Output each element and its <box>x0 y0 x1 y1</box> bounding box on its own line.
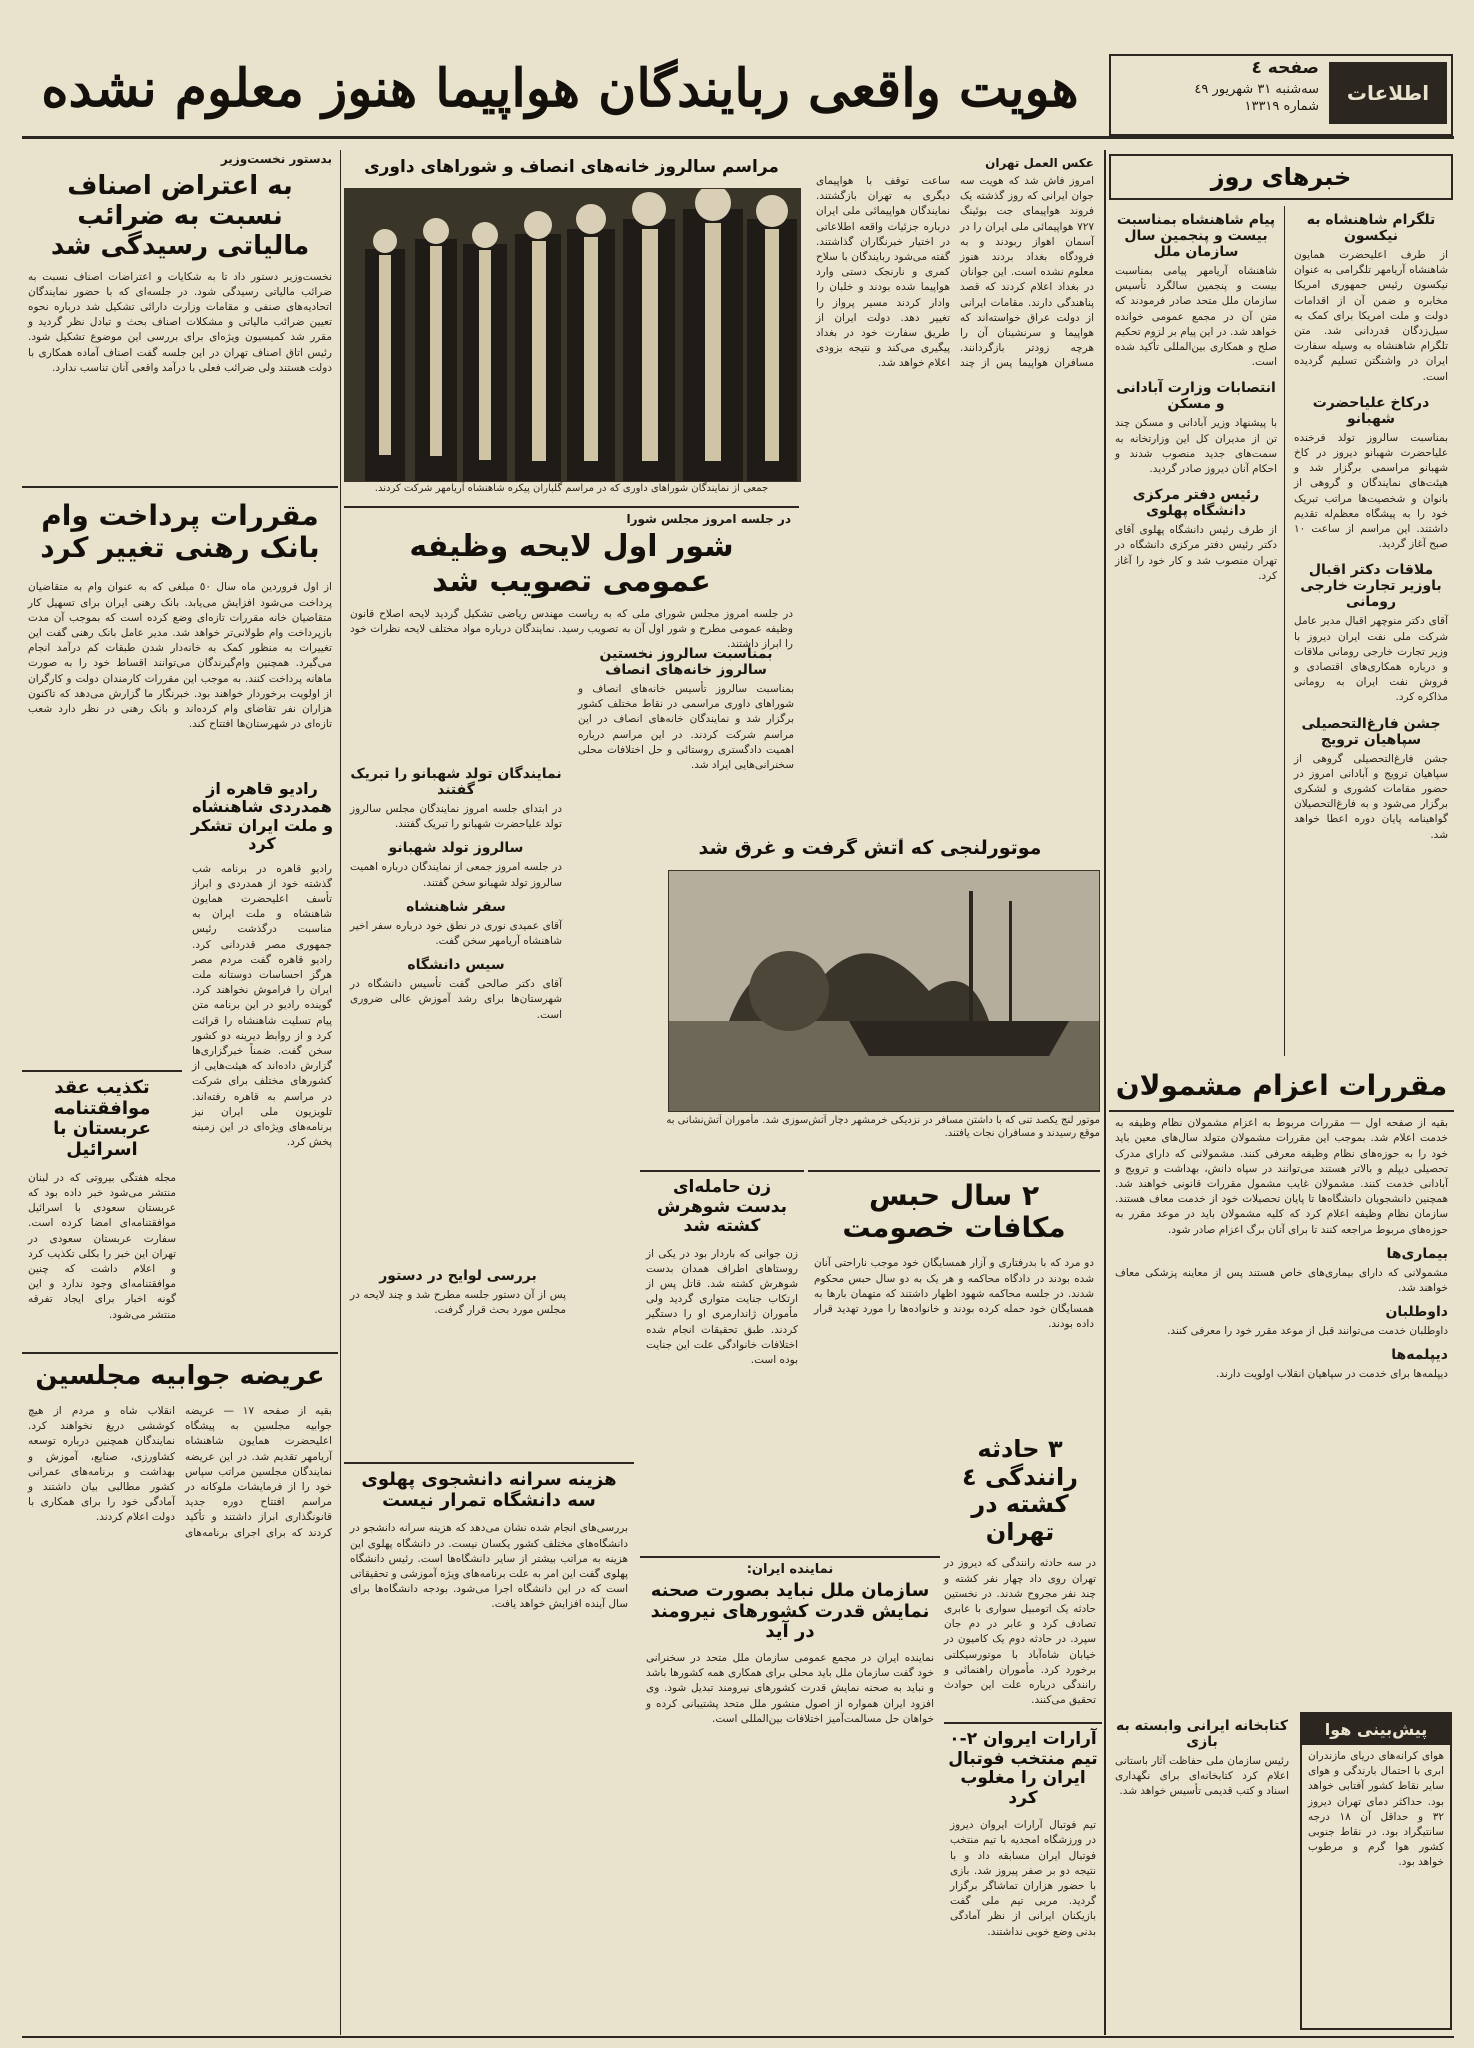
conscripts-sub3-text: دیپلمه‌ها برای خدمت در سپاهیان انقلاب اولویت دارند. <box>1216 1368 1448 1381</box>
hijack-text: امروز فاش شد که هویت سه جوان ایرانی که روز گذشته یک فروند هواپیمای جت بوئینگ ٧٢٧ هواپیمائی ملی ایران را در آسمان اهواز ربودند و به فرودگاه بغداد بردند هنوز معلوم نشده است. این جوانان در بغداد اعلام کردند که قصد پناهندگی دارند. مقامات ایرانی از دولت عراق خواسته‌اند که هواپیما و سرنشینان آن را هرچه زودتر بازگردانند. مسافران هواپیما پس از چند ساعت توقف با هواپیمای دیگری به تهران بازگشتند. نمایندگان هواپیمائی ملی ایران درباره جزئیات واقعه اطلاعاتی در اختیار خبرنگاران گذاشتند. گفته می‌شود ربایندگان با سلاح کمری و نارنجک دستی وارد هواپیما شده بودند و خلبان را وادار کردند مسیر پرواز را تغییر دهد. دولت ایران از طریق سفارت خود در بغداد پیگیری می‌کند و نتیجه بزودی اعلام خواهد شد. <box>816 175 1094 370</box>
radio-title: رادیو قاهره از همدردی شاهنشاه و ملت ایران تشکر کرد <box>190 779 334 854</box>
item3-title: ملاقات دکتر اقبال باوزیر تجارت خارجی رومانی <box>1300 562 1442 611</box>
sub3-text: از طرف رئیس دانشگاه پهلوی آقای دکتر رئیس دفتر مرکزی دانشگاه در تهران منصوب شد و کار خود را آغاز کرد. <box>1115 524 1277 582</box>
loan-text: از اول فروردین ماه سال ٥٠ مبلغی که به عنوان وام به متقاضیان پرداخت می‌شود افزایش می‌یابد. بانک رهنی ایران برای تسهیل کار متقاضیان خانه مقررات تازه‌ای وضع کرده است که بموجب آن مدت بازپرداخت وام طولانی‌تر خواهد شد. مدیر عامل بانک رهنی گفت این تغییرات به منظور کمک به خانه‌دار شدن طبقات کم درآمد انجام می‌گیرد. همچنین وام‌گیرندگان می‌توانند اقساط خود را به صورت ماهانه پرداخت کنند. به موجب این مقررات کارمندان دولت و کارگران از اولویت برخوردار خواهند بود. خبرنگار ما گزارش می‌دهد که تاکنون هزاران نفر تقاضای وام کرده‌اند و بانک رهنی در نظر دارد شعب تازه‌ای در شهرستان‌ها افتتاح کند. <box>28 581 332 731</box>
football-title: آرارات ایروان ٢-٠ تیم منتخب فوتبال ایران را مغلوب کرد <box>948 1729 1098 1808</box>
issue-number: شماره ١٣٣١٩ <box>1244 99 1319 114</box>
guild-title: به اعتراض اصناف نسبت به ضرائب مالیاتی رسیدگی شد <box>50 171 310 261</box>
item1-text: از طرف اعلیحضرت همایون شاهنشاه آریامهر تلگرامی به عنوان نیکسون رئیس جمهوری امریکا مخابره و ضمن آن از اقدامات دولت و ملت امریکا برای کمک به سیل‌زدگان قدردانی شد. متن تلگرام شاهنشاه به وسیله سفارت ایران در واشنگتن تسلیم گردیده است. <box>1294 249 1448 383</box>
un-article <box>640 1556 940 2032</box>
un-kicker: نماینده ایران: <box>746 1562 834 1577</box>
weather-text: هوای کرانه‌های دریای مازندران ابری با احتمال بارندگی و هوای سایر نقاط کشور آفتابی خواهد بود. حداکثر دمای تهران دیروز ٣٢ و حداقل آن ١٨ درجه سانتیگراد بود. در نقاط جنوبی کشور هوا گرم و مرطوب خواهد بود. <box>1308 1750 1444 1869</box>
senate-item2-title: سالروز تولد شهبانو <box>388 840 524 857</box>
hijack-subtitle: عکس العمل تهران <box>985 156 1094 170</box>
item4-text: جشن فارغ‌التحصیلی گروهی از سپاهیان ترویج و آبادانی امروز در حضور مقامات کشوری و لشکری برگزار می‌شود و به فارغ‌التحصیلان گواهینامه پایان دوره اعطا خواهد شد. <box>1294 752 1448 841</box>
accident-text: در سه حادثه رانندگی که دیروز در تهران روی داد چهار نفر کشته و چند نفر مجروح شدند. در نخستین حادثه یک اتومبیل سواری با عابری تصادف کرد و عابر در دم جان سپرد. در حادثه دوم یک کامیون در خیابان شاه‌آباد با موتورسیکلتی برخورد کرد. مأموران راهنمائی و رانندگی درباره علت این حوادث تحقیق می‌کنند. <box>944 1557 1096 1707</box>
israel-text: مجله هفتگی بیروتی که در لبنان منتشر می‌شود خبر داده بود که عربستان سعودی با اسرائیل موافقتنامه‌ای امضا کرده است. سفارت عربستان سعودی در تهران این خبر را بکلی تکذیب کرد و اعلام داشت که چنین موافقتنامه‌ای وجود ندارد و این گونه اخبار برای ایجاد تفرقه منتشر می‌شود. <box>28 1171 176 1321</box>
logo-text: اطلاعات <box>1346 81 1430 105</box>
senate-item5-text: آقای دکتر صالحی گفت تأسیس دانشگاه در شهرستان‌ها برای رشد آموزش عالی ضروری است. <box>350 978 562 1021</box>
senate-item5-title: سیس دانشگاه <box>407 957 505 974</box>
woman-article <box>640 1170 804 1550</box>
senate-item1-title: نمایندگان تولد شهبانو را تبریک گفتند <box>350 766 562 798</box>
sub3-title: رئیس دفتر مرکزی دانشگاه پهلوی <box>1132 487 1260 520</box>
photo1-caption: جمعی از نمایندگان شوراهای داوری که در مراسم گلباران پیکره شاهنشاه آریامهر شرکت کردند. <box>374 483 769 494</box>
conscripts-article <box>1109 1062 1454 1702</box>
judges-photo <box>344 188 801 482</box>
football-article <box>944 1722 1102 2032</box>
right-news-col-a <box>1288 206 1454 1056</box>
conscripts-sub1-text: مشمولانی که دارای بیماری‌های خاص هستند پس از معاینه پزشکی معاف خواهند شد. <box>1115 1266 1448 1295</box>
col-divider <box>1284 206 1285 1056</box>
sub-text: شاهنشاه آریامهر پیامی بمناسبت بیست و پنجمین سالگرد تأسیس سازمان ملل متحد صادر فرمودند که متن آن در مجمع عمومی خوانده خواهد شد. در این پیام بر لزوم تحکیم صلح و همکاری بین‌المللی تأکید شده است. <box>1115 265 1277 369</box>
parliament-text: بقیه از صفحه ١٧ — عریضه جوابیه مجلسین به پیشگاه اعلیحضرت همایون شاهنشاه آریامهر تقدیم شد. در این عریضه نمایندگان مجلسین مراتب سپاس خود را از فرمایشات ملوکانه در مراسم افتتاح دوره جدید قانونگذاری ابراز داشتند و تأکید کردند که برای اجرای برنامه‌های انقلاب شاه و مردم از هیچ کوششی دریغ نخواهند کرد. نمایندگان همچنین درباره توسعه کشاورزی، صنایع، آموزش و بهداشت و برنامه‌های عمرانی کشور مطالبی بیان داشتند و آمادگی خود را برای همکاری با دولت اعلام کردند. <box>28 1404 332 1539</box>
senate-text: در جلسه امروز مجلس شورای ملی که به ریاست مهندس ریاضی تشکیل گردید لایحه اصلاح قانون وظیفه عمومی مطرح و شور اول آن به تصویب رسید. نمایندگان درباره مواد مختلف لایحه نظرات خود را ابراز داشتند. <box>350 608 793 651</box>
item1-title: تلگرام شاهنشاه به نیکسون <box>1306 212 1436 244</box>
conscripts-sub2-text: داوطلبان خدمت می‌توانند قبل از موعد مقرر خود را معرفی کنند. <box>1167 1325 1448 1338</box>
senate-item1-text: در ابتدای جلسه امروز نمایندگان مجلس سالروز تولد علیاحضرت شهبانو را تبریک گفتند. <box>350 803 562 831</box>
newspaper-logo <box>1329 62 1447 124</box>
prison-article <box>808 1170 1100 1430</box>
senate-item4-title: بررسی لوایح در دستور <box>379 1268 537 1284</box>
news-of-day-header <box>1109 154 1453 200</box>
sensational-text: بمناسبت سالروز تأسیس خانه‌های انصاف و شوراهای داوری مراسمی در نقاط مختلف کشور برگزار شد و نمایندگان خانه‌های انصاف در این مراسم شرکت کردند. در این مراسم درباره اهمیت دادگستری روستائی و حل اختلافات محلی سخنرانی‌هایی ایراد شد. <box>578 683 794 772</box>
item2-text: بمناسبت سالروز تولد فرخنده علیاحضرت شهبانو دیروز در کاخ شهبانو مراسمی برگزار شد و هیئت‌های نمایندگان و گروهی از بانوان و شخصیت‌ها مراتب تبریک خود را به پیشگاه معظم‌له تقدیم داشتند. این مراسم از ساعت ١٠ صبح آغاز گردید. <box>1294 431 1448 551</box>
issue-info <box>1119 58 1319 134</box>
library-article <box>1109 1712 1295 2030</box>
parliament-title: عریضه جوابیه مجلسین <box>35 1361 325 1391</box>
col-divider <box>1104 150 1106 2035</box>
news-of-day-title: خبرهای روز <box>1210 163 1352 191</box>
item4-title: جشن فارغ‌التحصیلی سپاهیان ترویج <box>1301 715 1441 748</box>
parliament-article <box>22 1352 338 2032</box>
item3-text: آقای دکتر منوچهر اقبال مدیر عامل شرکت ملی نفت ایران دیروز با وزیر تجارت خارجی رومانی ملاقات و درباره همکاری‌های اقتصادی و فروش نفت ایران به رومانی مذاکره کرد. <box>1294 615 1448 704</box>
guild-text: نخست‌وزیر دستور داد تا به شکایات و اعتراضات اصناف نسبت به ضرائب مالیاتی رسیدگی شود. در جلسه‌ای که با حضور نمایندگان اتحادیه‌های صنفی و مقامات وزارت دارائی تشکیل شد درباره نحوه تعیین ضرائب مالیاتی و مشکلات اصناف بحث و تبادل نظر گردید و مقرر شد کمیسیون ویژه‌ای برای بررسی این موضوع تشکیل شود. رئیس اتاق اصناف تهران در این جلسه گفت اصناف آماده همکاری با دولت هستند ولی ضرائب فعلی با درآمد واقعی آنان تناسب ندارد. <box>28 270 332 374</box>
un-title: سازمان ملل نباید بصورت صحنه نمایش قدرت کشورهای نیرومند در آید <box>650 1580 930 1643</box>
senate-items-a <box>344 760 568 1320</box>
weather-box <box>1300 1712 1452 2030</box>
headline-rule <box>22 136 1454 139</box>
university-text: بررسی‌های انجام شده نشان می‌دهد که هزینه سرانه دانشجو در دانشگاه‌های مختلف کشور یکسان نیست. در دانشگاه پهلوی این هزینه به مراتب بیشتر از سایر دانشگاه‌ها است. رئیس دانشگاه پهلوی گفت این امر به علت برنامه‌های ویژه آموزشی و تحقیقاتی است که در این دانشگاه اجرا می‌شود. بودجه دانشگاه‌ها برای سال آینده افزایش خواهد یافت. <box>349 1522 628 1611</box>
prison-text: دو مرد که با بدرفتاری و آزار همسایگان خود موجب ناراحتی آنان شده بودند در دادگاه محاکمه و هر یک به دو سال حبس محکوم شدند. در جلسه محاکمه شهود اظهار داشتند که متهمان بارها به همسایگان خود حمله کرده بودند و خانواده‌ها را مورد تهدید قرار داده بودند. <box>814 1257 1094 1331</box>
conscripts-text: بقیه از صفحه اول — مقررات مربوط به اعزام مشمولان نظام وظیفه به خدمت اعلام شد. بموجب این مقررات مشمولان متولد سال‌های معین باید خود را به حوزه‌های نظام وظیفه معرفی کنند. مشمولانی که دارای مدرک تحصیلی دیپلم و بالاتر هستند می‌توانند در سپاه دانش، بهداشت و ترویج و آبادانی خدمت کنند. مشمولان غایب مشمول مقررات قانونی خواهند شد. همچنین دانشجویان دانشگاه‌ها تا پایان تحصیلات خود از خدمت معاف هستند. سازمان نظام وظیفه اعلام کرد که کلیه مشمولان باید در موعد مقرر به حوزه‌های مربوط مراجعه کنند تا برای آنان برگ اعزام صادر شود. <box>1115 1117 1448 1236</box>
conscripts-sub2-title: داوطلبان <box>1385 1304 1448 1321</box>
accident-article <box>938 1430 1102 1720</box>
senate-item2-text: در جلسه امروز جمعی از نمایندگان درباره اهمیت سالروز تولد شهبانو سخن گفتند. <box>350 861 562 889</box>
page-label: صفحه ٤ <box>1251 58 1319 78</box>
accident-title: ٣ حادثه رانندگی ٤ کشته در تهران <box>962 1435 1078 1546</box>
item2-title: درکاخ علیاحضرت شهبانو <box>1312 394 1430 427</box>
senate-item3-text: آقای عمیدی نوری در نطق خود درباره سفر اخیر شاهنشاه آریامهر سخن گفت. <box>350 919 562 948</box>
right-news-col-b <box>1109 206 1283 1056</box>
boat-photo <box>668 870 1100 1112</box>
masthead-box <box>1109 54 1453 136</box>
photo1-title: مراسم سالروز خانه‌های انصاف و شوراهای داوری <box>364 158 779 177</box>
guild-kicker: بدستور نخست‌وزیر <box>220 152 332 166</box>
col-divider <box>340 150 341 2035</box>
senate-kicker: در جلسه امروز مجلس شورا <box>626 512 791 526</box>
radio-text: رادیو قاهره در برنامه شب گذشته خود از همدردی و ابراز تأسف اعلیحضرت همایون شاهنشاه و ملت ایران به مناسبت درگذشت رئیس جمهوری مصر قدردانی کرد. رادیو قاهره گفت مردم مصر هرگز احساسات دوستانه ملت ایران را فراموش نخواهند کرد. گوینده رادیو در این برنامه متن پیام تسلیت شاهنشاه را قرائت کرد و از روابط دیرینه دو کشور سخن گفت. ضمناً خبرگزاری‌ها گزارش داده‌اند که هیئت‌هایی از کشورهای مختلف برای شرکت در مراسم به قاهره رفته‌اند. تلویزیون ملی ایران نیز برنامه‌های ویژه‌ای در این زمینه پخش کرد. <box>192 862 332 1149</box>
senate-items-c <box>344 1262 572 1462</box>
weather-title: پیش‌بینی هوا <box>1302 1714 1450 1745</box>
sub2-title: انتصابات وزارت آبادانی و مسکن <box>1116 380 1276 413</box>
radio-article <box>186 776 338 1346</box>
conscripts-sub3-title: دیپلمه‌ها <box>1391 1347 1448 1364</box>
un-text: نماینده ایران در مجمع عمومی سازمان ملل متحد در سخنرانی خود گفت سازمان ملل باید محلی برای همکاری همه کشورها باشد و نباید به صحنه نمایش قدرت کشورهای نیرومند تبدیل شود. وی افزود ایران همواره از اصول منشور ملل متحد پشتیبانی کرده و خواهان حل مسالمت‌آمیز اختلافات بین‌المللی است. <box>646 1652 934 1725</box>
issue-date: سه‌شنبه ٣١ شهریور ٤٩ <box>1194 82 1319 97</box>
conscripts-sub1-title: بیماری‌ها <box>1386 1245 1448 1262</box>
senate-item3-title: سفر شاهنشاه <box>406 898 506 915</box>
woman-text: زن جوانی که باردار بود در یکی از روستاهای اطراف همدان بدست شوهرش کشته شد. قاتل پس از ارتکاب جنایت متواری گردید ولی مأموران ژاندارمری او را دستگیر کردند. طبق تحقیقات انجام شده اختلافات خانوادگی علت این جنایت بوده است. <box>646 1247 798 1367</box>
prison-title: ٢ سال حبس مکافات خصومت <box>842 1179 1066 1245</box>
sub-title: پیام شاهنشاه بمناسبت بیست و پنجمین سال سازمان ملل <box>1116 212 1276 260</box>
sensational-title: بمناسبت سالروز نخستین سالروز خانه‌های انصاف <box>599 646 773 678</box>
bottom-rule <box>22 2036 1454 2038</box>
library-title: کتابخانه ایرانی وابسته به بازی <box>1115 1718 1289 1750</box>
senate-item4-text: پس از آن دستور جلسه مطرح شد و چند لایحه در مجلس مورد بحث قرار گرفت. <box>350 1289 566 1317</box>
boat-title: موتورلنجی که آتش گرفت و غرق شد <box>698 838 1042 859</box>
library-text: رئیس سازمان ملی حفاظت آثار باستانی اعلام کرد کتابخانه‌ای برای نگهداری اسناد و کتب قدیمی تأسیس خواهد شد. <box>1115 1755 1289 1798</box>
senate-title: شور اول لایحه وظیفه عمومی تصویب شد <box>409 529 734 599</box>
hijack-article <box>810 150 1100 810</box>
israel-article <box>22 1070 182 1350</box>
loan-title: مقررات پرداخت وام بانک رهنی تغییر کرد <box>40 499 320 565</box>
main-headline: هویت واقعی ربایندگان هواپیما هنوز معلوم نشده <box>41 58 1079 119</box>
sub2-text: با پیشنهاد وزیر آبادانی و مسکن چند تن از مدیران کل این وزارتخانه به سمت‌های جدید منصوب شدند و احکام آنان دیروز صادر گردید. <box>1115 417 1277 476</box>
university-article <box>344 1462 634 1852</box>
judges-photo-illustration <box>345 189 800 481</box>
conscripts-title: مقررات اعزام مشمولان <box>1109 1062 1454 1112</box>
university-title: هزینه سرانه دانشجوی پهلوی سه دانشگاه تمرار نیست <box>361 1469 617 1511</box>
boat-photo-illustration <box>669 871 1099 1111</box>
boat-caption: موتور لنج یکصد تنی که با داشتن مسافر در نزدیکی خرمشهر دچار آتش‌سوزی شد. مأموران آتش‌نشانی به موقع رسیدند و مسافران نجات یافتند. <box>666 1115 1100 1139</box>
woman-title: زن حامله‌ای بدست شوهرش کشته شد <box>656 1177 788 1237</box>
israel-title: تکذیب عقد موافقتنامه عربستان با اسرائیل <box>53 1077 151 1161</box>
football-text: تیم فوتبال آرارات ایروان دیروز در ورزشگاه امجدیه با تیم منتخب فوتبال ایران مسابقه داد و با نتیجه دو بر صفر پیروز شد. بازی با حضور هزاران تماشاگر برگزار گردید. مربی تیم ملی گفت بازیکنان ایرانی از نظر آمادگی بدنی وضع خوبی نداشتند. <box>950 1819 1096 1938</box>
